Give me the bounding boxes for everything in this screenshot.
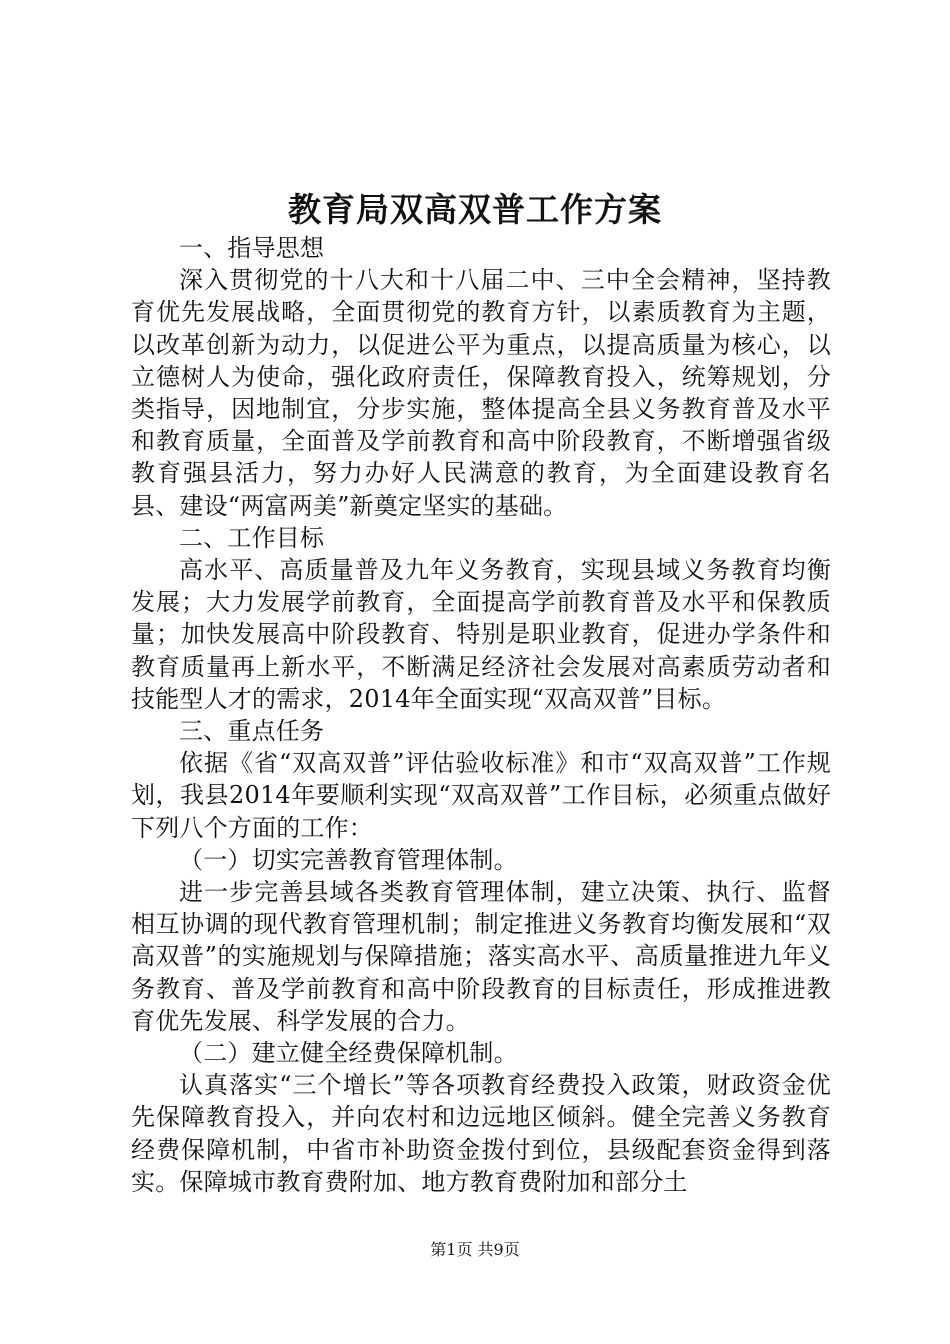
document-title: 教育局双高双普工作方案 [288, 190, 662, 229]
section-heading: 三、重点任务 [179, 717, 325, 746]
body-paragraph: 高水平、高质量普及九年义务教育，实现县域义务教育均衡发展；大力发展学前教育，全面提高学前教育普及水平和保教质量；加快发展高中阶段教育、特别是职业教育，促进办学条件和教育质量再上新水平，不断满足经济社会发展对高素质劳动者和技能型人才的需求，2014年全面实现“双高双普”目标。 [131, 556, 831, 713]
body-paragraph: 认真落实“三个增长”等各项教育经费投入政策，财政资金优先保障教育投入，并向农村和边远地区倾斜。健全完善义务教育经费保障机制，中省市补助资金拨付到位，县级配套资金得到落实。保障城市教育费附加、地方教育费附加和部分土 [131, 1071, 831, 1196]
page-number-footer: 第1页 共9页 [430, 1240, 520, 1259]
section-heading: 一、指导思想 [179, 234, 325, 262]
body-paragraph: 深入贯彻党的十八大和十八届二中、三中全会精神，坚持教育优先发展战略，全面贯彻党的教育方针，以素质教育为主题，以改革创新为动力，以促进公平为重点，以提高质量为核心，以立德树人为使命，强化政府责任，保障教育投入，统筹规划，分类指导，因地制宜，分步实施，整体提高全县义务教育普及水平和教育质量，全面普及学前教育和高中阶段教育，不断增强省级教育强县活力，努力办好人民满意的教育，为全面建设教育名县、建设“两富两美”新奠定坚实的基础。 [131, 266, 831, 520]
subsection-heading: （一）切实完善教育管理体制。 [179, 845, 518, 874]
body-paragraph: 进一步完善县域各类教育管理体制，建立决策、执行、监督相互协调的现代教育管理机制；制定推进义务教育均衡发展和“双高双普”的实施规划与保障措施；落实高水平、高质量推进九年义务教育、普及学前教育和高中阶段教育的目标责任，形成推进教育优先发展、科学发展的合力。 [131, 878, 831, 1035]
subsection-heading: （二）建立健全经费保障机制。 [179, 1039, 518, 1068]
section-heading: 二、工作目标 [179, 523, 325, 552]
body-paragraph: 依据《省“双高双普”评估验收标准》和市“双高双普”工作规划，我县2014年要顺利实现“双高双普”工作目标，必须重点做好下列八个方面的工作： [131, 749, 831, 842]
document-body [131, 232, 831, 1198]
